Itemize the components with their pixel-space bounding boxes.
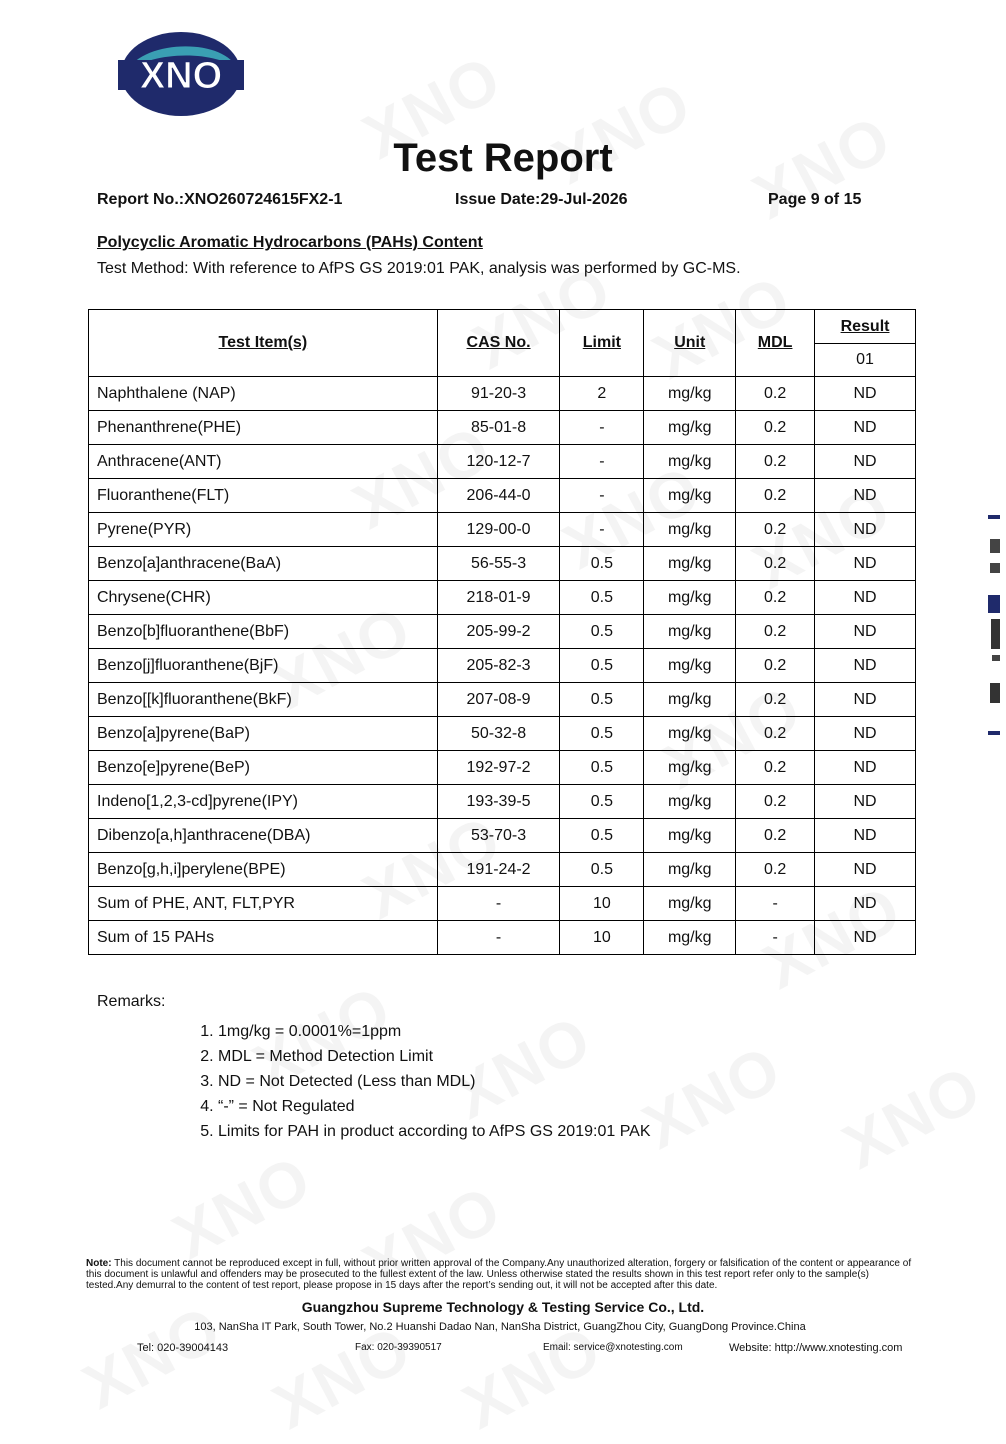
cell-limit: 0.5 bbox=[560, 683, 644, 717]
cell-item: Anthracene(ANT) bbox=[89, 445, 438, 479]
cell-mdl: 0.2 bbox=[736, 581, 815, 615]
cell-unit: mg/kg bbox=[644, 479, 736, 513]
cell-item: Naphthalene (NAP) bbox=[89, 377, 438, 411]
cell-result: ND bbox=[815, 853, 916, 887]
table-row bbox=[89, 887, 916, 921]
cell-item: Indeno[1,2,3-cd]pyrene(IPY) bbox=[89, 785, 438, 819]
remark-item: 3. ND = Not Detected (Less than MDL) bbox=[218, 1072, 651, 1097]
cell-item: Benzo[a]anthracene(BaA) bbox=[89, 547, 438, 581]
remarks-list bbox=[194, 1022, 651, 1147]
cell-unit: mg/kg bbox=[644, 649, 736, 683]
cell-unit: mg/kg bbox=[644, 615, 736, 649]
cell-mdl: 0.2 bbox=[736, 411, 815, 445]
cell-cas: - bbox=[437, 887, 560, 921]
cell-limit: 0.5 bbox=[560, 649, 644, 683]
legal-note bbox=[86, 1258, 916, 1291]
cell-result: ND bbox=[815, 717, 916, 751]
cell-mdl: 0.2 bbox=[736, 445, 815, 479]
company-address: 103, NanSha IT Park, South Tower, No.2 Huanshi Dadao Nan, NanSha District, GuangZhou City, GuangDong Province.China bbox=[194, 1321, 806, 1333]
header-sample-id: 01 bbox=[815, 344, 916, 377]
table-row bbox=[89, 377, 916, 411]
table-row bbox=[89, 547, 916, 581]
remarks-label: Remarks: bbox=[97, 993, 166, 1010]
cell-result: ND bbox=[815, 581, 916, 615]
cell-unit: mg/kg bbox=[644, 581, 736, 615]
cell-limit: 10 bbox=[560, 921, 644, 955]
cell-result: ND bbox=[815, 513, 916, 547]
cell-limit: 0.5 bbox=[560, 853, 644, 887]
cell-cas: 193-39-5 bbox=[437, 785, 560, 819]
cell-item: Benzo[e]pyrene(BeP) bbox=[89, 751, 438, 785]
cell-mdl: 0.2 bbox=[736, 649, 815, 683]
cell-item: Phenanthrene(PHE) bbox=[89, 411, 438, 445]
cell-cas: 191-24-2 bbox=[437, 853, 560, 887]
table-row bbox=[89, 717, 916, 751]
cell-limit: 0.5 bbox=[560, 615, 644, 649]
cell-unit: mg/kg bbox=[644, 921, 736, 955]
watermark bbox=[631, 1030, 793, 1163]
page-title: Test Report bbox=[393, 136, 613, 180]
cell-mdl: 0.2 bbox=[736, 615, 815, 649]
cell-unit: mg/kg bbox=[644, 717, 736, 751]
cell-cas: 85-01-8 bbox=[437, 411, 560, 445]
remark-item: 2. MDL = Method Detection Limit bbox=[218, 1047, 651, 1072]
cell-result: ND bbox=[815, 683, 916, 717]
cell-result: ND bbox=[815, 547, 916, 581]
cell-unit: mg/kg bbox=[644, 445, 736, 479]
cell-cas: 120-12-7 bbox=[437, 445, 560, 479]
table-row bbox=[89, 683, 916, 717]
cell-mdl: 0.2 bbox=[736, 819, 815, 853]
header-limit: Limit bbox=[560, 310, 644, 377]
cell-item: Benzo[j]fluoranthene(BjF) bbox=[89, 649, 438, 683]
cell-mdl: - bbox=[736, 887, 815, 921]
cell-cas: 56-55-3 bbox=[437, 547, 560, 581]
cell-mdl: 0.2 bbox=[736, 785, 815, 819]
header-result: Result bbox=[815, 310, 916, 344]
cell-item: Fluoranthene(FLT) bbox=[89, 479, 438, 513]
results-table bbox=[88, 309, 916, 955]
contact-email[interactable]: Email: service@xnotesting.com bbox=[543, 1342, 683, 1353]
cell-limit: - bbox=[560, 445, 644, 479]
note-text: This document cannot be reproduced except in full, without prior written approval of the Company.Any unauthorized alteration, forgery or falsification of the content or appearance of this document is unlawful and offenders may be prosecuted to the fullest extent of the law. Unless otherwise stated the results shown in this test report refer only to the sample(s) tested.Any demurral to the content of test report, please propose in 15 days after the report’s sending out, it will not be accepted after this date. bbox=[86, 1258, 912, 1291]
cell-mdl: 0.2 bbox=[736, 377, 815, 411]
table-row bbox=[89, 649, 916, 683]
cell-item: Benzo[b]fluoranthene(BbF) bbox=[89, 615, 438, 649]
cell-item: Benzo[a]pyrene(BaP) bbox=[89, 717, 438, 751]
cell-limit: - bbox=[560, 513, 644, 547]
cell-mdl: - bbox=[736, 921, 815, 955]
cell-unit: mg/kg bbox=[644, 547, 736, 581]
contact-website[interactable]: Website: http://www.xnotesting.com bbox=[729, 1342, 903, 1354]
cell-mdl: 0.2 bbox=[736, 683, 815, 717]
issue-date: Issue Date:29-Jul-2026 bbox=[455, 191, 628, 208]
cell-result: ND bbox=[815, 445, 916, 479]
cell-cas: 205-82-3 bbox=[437, 649, 560, 683]
cell-limit: 2 bbox=[560, 377, 644, 411]
note-label: Note: bbox=[86, 1258, 112, 1269]
cell-unit: mg/kg bbox=[644, 513, 736, 547]
cell-cas: 207-08-9 bbox=[437, 683, 560, 717]
company-name: Guangzhou Supreme Technology & Testing Service Co., Ltd. bbox=[301, 1299, 705, 1315]
cell-cas: 91-20-3 bbox=[437, 377, 560, 411]
cell-item: Dibenzo[a,h]anthracene(DBA) bbox=[89, 819, 438, 853]
cell-item: Pyrene(PYR) bbox=[89, 513, 438, 547]
cell-unit: mg/kg bbox=[644, 785, 736, 819]
table-row bbox=[89, 513, 916, 547]
cell-cas: 53-70-3 bbox=[437, 819, 560, 853]
cell-result: ND bbox=[815, 649, 916, 683]
cell-limit: 0.5 bbox=[560, 785, 644, 819]
cell-result: ND bbox=[815, 785, 916, 819]
cell-limit: 0.5 bbox=[560, 717, 644, 751]
cell-limit: 0.5 bbox=[560, 547, 644, 581]
table-row bbox=[89, 581, 916, 615]
cell-result: ND bbox=[815, 411, 916, 445]
table-row bbox=[89, 921, 916, 955]
header-unit: Unit bbox=[644, 310, 736, 377]
cell-mdl: 0.2 bbox=[736, 751, 815, 785]
cell-result: ND bbox=[815, 887, 916, 921]
cell-result: ND bbox=[815, 615, 916, 649]
cell-unit: mg/kg bbox=[644, 377, 736, 411]
page-edge-marks bbox=[986, 515, 1000, 737]
test-method: Test Method: With reference to AfPS GS 2019:01 PAK, analysis was performed by GC-MS. bbox=[97, 260, 741, 277]
table-row bbox=[89, 445, 916, 479]
cell-mdl: 0.2 bbox=[736, 547, 815, 581]
header-test-item: Test Item(s) bbox=[89, 310, 438, 377]
section-title: Polycyclic Aromatic Hydrocarbons (PAHs) Content bbox=[97, 234, 483, 251]
cell-unit: mg/kg bbox=[644, 853, 736, 887]
contact-tel: Tel: 020-39004143 bbox=[137, 1342, 229, 1354]
cell-cas: 192-97-2 bbox=[437, 751, 560, 785]
cell-cas: 218-01-9 bbox=[437, 581, 560, 615]
cell-result: ND bbox=[815, 819, 916, 853]
cell-result: ND bbox=[815, 377, 916, 411]
cell-unit: mg/kg bbox=[644, 683, 736, 717]
cell-limit: 0.5 bbox=[560, 819, 644, 853]
watermark bbox=[161, 1140, 323, 1273]
cell-cas: 205-99-2 bbox=[437, 615, 560, 649]
logo-text: XNO bbox=[139, 55, 223, 97]
cell-limit: - bbox=[560, 479, 644, 513]
header-mdl: MDL bbox=[736, 310, 815, 377]
cell-unit: mg/kg bbox=[644, 411, 736, 445]
cell-result: ND bbox=[815, 751, 916, 785]
cell-item: Chrysene(CHR) bbox=[89, 581, 438, 615]
table-row bbox=[89, 615, 916, 649]
cell-cas: 50-32-8 bbox=[437, 717, 560, 751]
cell-unit: mg/kg bbox=[644, 819, 736, 853]
cell-unit: mg/kg bbox=[644, 751, 736, 785]
cell-item: Benzo[g,h,i]perylene(BPE) bbox=[89, 853, 438, 887]
cell-item: Sum of PHE, ANT, FLT,PYR bbox=[89, 887, 438, 921]
cell-result: ND bbox=[815, 479, 916, 513]
cell-cas: 206-44-0 bbox=[437, 479, 560, 513]
table-row bbox=[89, 819, 916, 853]
table-row bbox=[89, 785, 916, 819]
remark-item: 5. Limits for PAH in product according to AfPS GS 2019:01 PAK bbox=[218, 1122, 651, 1147]
cell-mdl: 0.2 bbox=[736, 513, 815, 547]
contact-fax: Fax: 020-39390517 bbox=[355, 1342, 442, 1353]
cell-result: ND bbox=[815, 921, 916, 955]
cell-mdl: 0.2 bbox=[736, 717, 815, 751]
header-cas-no: CAS No. bbox=[437, 310, 560, 377]
cell-limit: 0.5 bbox=[560, 751, 644, 785]
report-number: Report No.:XNO260724615FX2-1 bbox=[97, 191, 343, 208]
cell-unit: mg/kg bbox=[644, 887, 736, 921]
page-number: Page 9 of 15 bbox=[768, 191, 862, 208]
cell-item: Benzo[[k]fluoranthene(BkF) bbox=[89, 683, 438, 717]
watermark bbox=[831, 1050, 993, 1183]
cell-mdl: 0.2 bbox=[736, 479, 815, 513]
table-row bbox=[89, 411, 916, 445]
table-row bbox=[89, 751, 916, 785]
cell-item: Sum of 15 PAHs bbox=[89, 921, 438, 955]
remark-item: 4. “-” = Not Regulated bbox=[218, 1097, 651, 1122]
cell-cas: 129-00-0 bbox=[437, 513, 560, 547]
cell-limit: 0.5 bbox=[560, 581, 644, 615]
cell-limit: 10 bbox=[560, 887, 644, 921]
cell-mdl: 0.2 bbox=[736, 853, 815, 887]
table-row bbox=[89, 479, 916, 513]
cell-cas: - bbox=[437, 921, 560, 955]
table-row bbox=[89, 853, 916, 887]
company-logo bbox=[118, 30, 244, 118]
remark-item: 1. 1mg/kg = 0.0001%=1ppm bbox=[218, 1022, 651, 1047]
cell-limit: - bbox=[560, 411, 644, 445]
